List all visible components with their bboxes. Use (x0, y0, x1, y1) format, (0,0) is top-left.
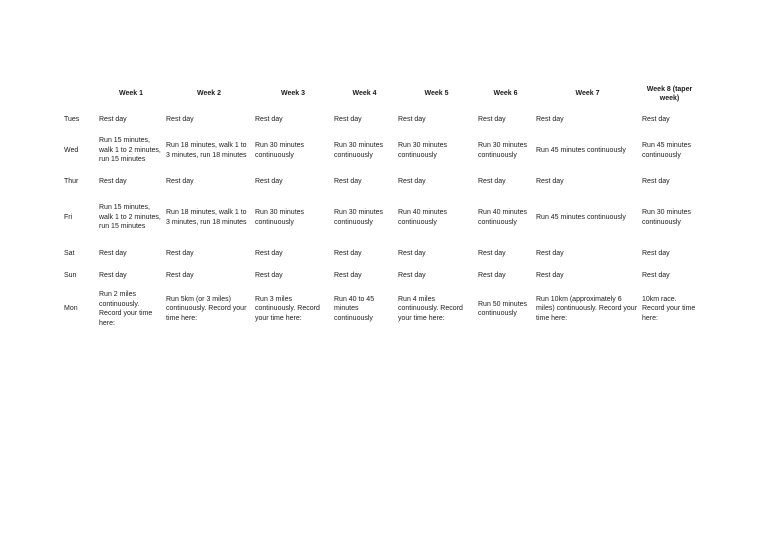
table-cell: Rest day (642, 115, 670, 123)
table-cell: Rest day (398, 177, 426, 185)
training-plan-table (60, 82, 700, 334)
table-cell: Rest day (398, 115, 426, 123)
table-cell: Rest day (536, 115, 564, 123)
table-cell: Rest day (334, 249, 362, 257)
day-label: Fri (64, 213, 73, 221)
table-cell: Run 30 minutes continuously (398, 142, 448, 159)
table-cell: Rest day (478, 115, 506, 123)
table-cell: Rest day (99, 115, 127, 123)
header-week-3: Week 3 (281, 90, 305, 98)
header-week-1: Week 1 (119, 90, 143, 98)
header-week-6: Week 6 (493, 90, 518, 98)
table-cell: Run 15 minutes, walk 1 to 2 minutes, run 15 minutes (99, 204, 161, 231)
table-cell: Run 40 minutes continuously (478, 209, 528, 226)
table-row (60, 240, 700, 267)
table-row (60, 106, 700, 133)
table-row (60, 133, 700, 168)
table-cell: Rest day (334, 177, 362, 185)
table-cell: Rest day (255, 115, 283, 123)
header-week-7: Week 7 (575, 90, 600, 98)
table-cell: Rest day (334, 115, 362, 123)
table-cell: Run 40 to 45 minutes continuously (334, 295, 375, 322)
table-cell: Rest day (255, 271, 283, 279)
table-cell: Rest day (99, 271, 127, 279)
table-cell: Rest day (536, 271, 564, 279)
table-cell: Run 3 miles continuously. Record your time here: (255, 295, 320, 322)
table-cell: Rest day (99, 177, 127, 185)
table-cell: Rest day (478, 177, 506, 185)
table-row (60, 195, 700, 240)
table-cell: Run 4 miles continuously. Record your time here: (398, 295, 463, 322)
table-cell: Rest day (398, 271, 426, 279)
table-cell: Rest day (642, 249, 670, 257)
table-cell: Rest day (398, 249, 426, 257)
day-label: Thur (64, 177, 79, 185)
table-cell: Rest day (642, 271, 670, 279)
table-cell: Run 40 minutes continuously (398, 209, 448, 226)
table-cell: Run 45 minutes continuously (536, 146, 626, 154)
table-cell: Run 50 minutes continuously (478, 300, 528, 317)
table-row (60, 284, 700, 334)
header-week-5: Week 5 (424, 90, 449, 98)
table-cell: Run 18 minutes, walk 1 to 3 minutes, run 18 minutes (166, 209, 247, 226)
day-label: Sat (64, 249, 75, 257)
table-cell: Run 10km (approximately 6 miles) continuously. Record your time here: (536, 295, 638, 322)
table-cell: Rest day (166, 115, 194, 123)
table-row (60, 168, 700, 195)
table-cell: Run 15 minutes, walk 1 to 2 minutes, run 15 minutes (99, 137, 161, 164)
header-cell-corner (60, 82, 99, 106)
day-label: Tues (64, 115, 80, 123)
table-cell: Run 30 minutes continuously (255, 209, 305, 226)
table-cell: Rest day (536, 249, 564, 257)
table-cell: Run 30 minutes continuously (255, 142, 305, 159)
day-label: Wed (64, 146, 79, 154)
table-cell: Rest day (99, 249, 127, 257)
table-cell: Rest day (334, 271, 362, 279)
table-cell: Run 45 minutes continuously (642, 142, 692, 159)
table-cell: Run 2 miles continuously. Record your time here: (99, 291, 153, 327)
table-cell: Rest day (255, 177, 283, 185)
table-cell: Rest day (255, 249, 283, 257)
day-label: Mon (64, 305, 78, 313)
header-row (60, 82, 700, 106)
table-cell: Run 30 minutes continuously (478, 142, 528, 159)
table-row (60, 267, 700, 284)
table-cell: Run 30 minutes continuously (334, 209, 384, 226)
header-week-4: Week 4 (352, 90, 377, 98)
table-cell: Rest day (642, 177, 670, 185)
table-cell: Run 5km (or 3 miles) continuously. Record your time here: (166, 295, 247, 322)
table-cell: Rest day (536, 177, 564, 185)
table-cell: Rest day (166, 177, 194, 185)
table-cell: Run 30 minutes continuously (334, 142, 384, 159)
table-cell: Rest day (166, 249, 194, 257)
table-cell: Rest day (478, 249, 506, 257)
header-week-2: Week 2 (197, 90, 221, 98)
table-cell: Run 30 minutes continuously (642, 209, 692, 226)
table-cell: Rest day (478, 271, 506, 279)
table-cell: 10km race. Record your time here: (642, 295, 696, 322)
table-cell: Rest day (166, 271, 194, 279)
table-cell: Run 18 minutes, walk 1 to 3 minutes, run 18 minutes (166, 142, 247, 159)
table-cell: Run 45 minutes continuously (536, 213, 626, 221)
day-label: Sun (64, 271, 77, 279)
header-week-8: Week 8 (taper week) (646, 85, 693, 102)
